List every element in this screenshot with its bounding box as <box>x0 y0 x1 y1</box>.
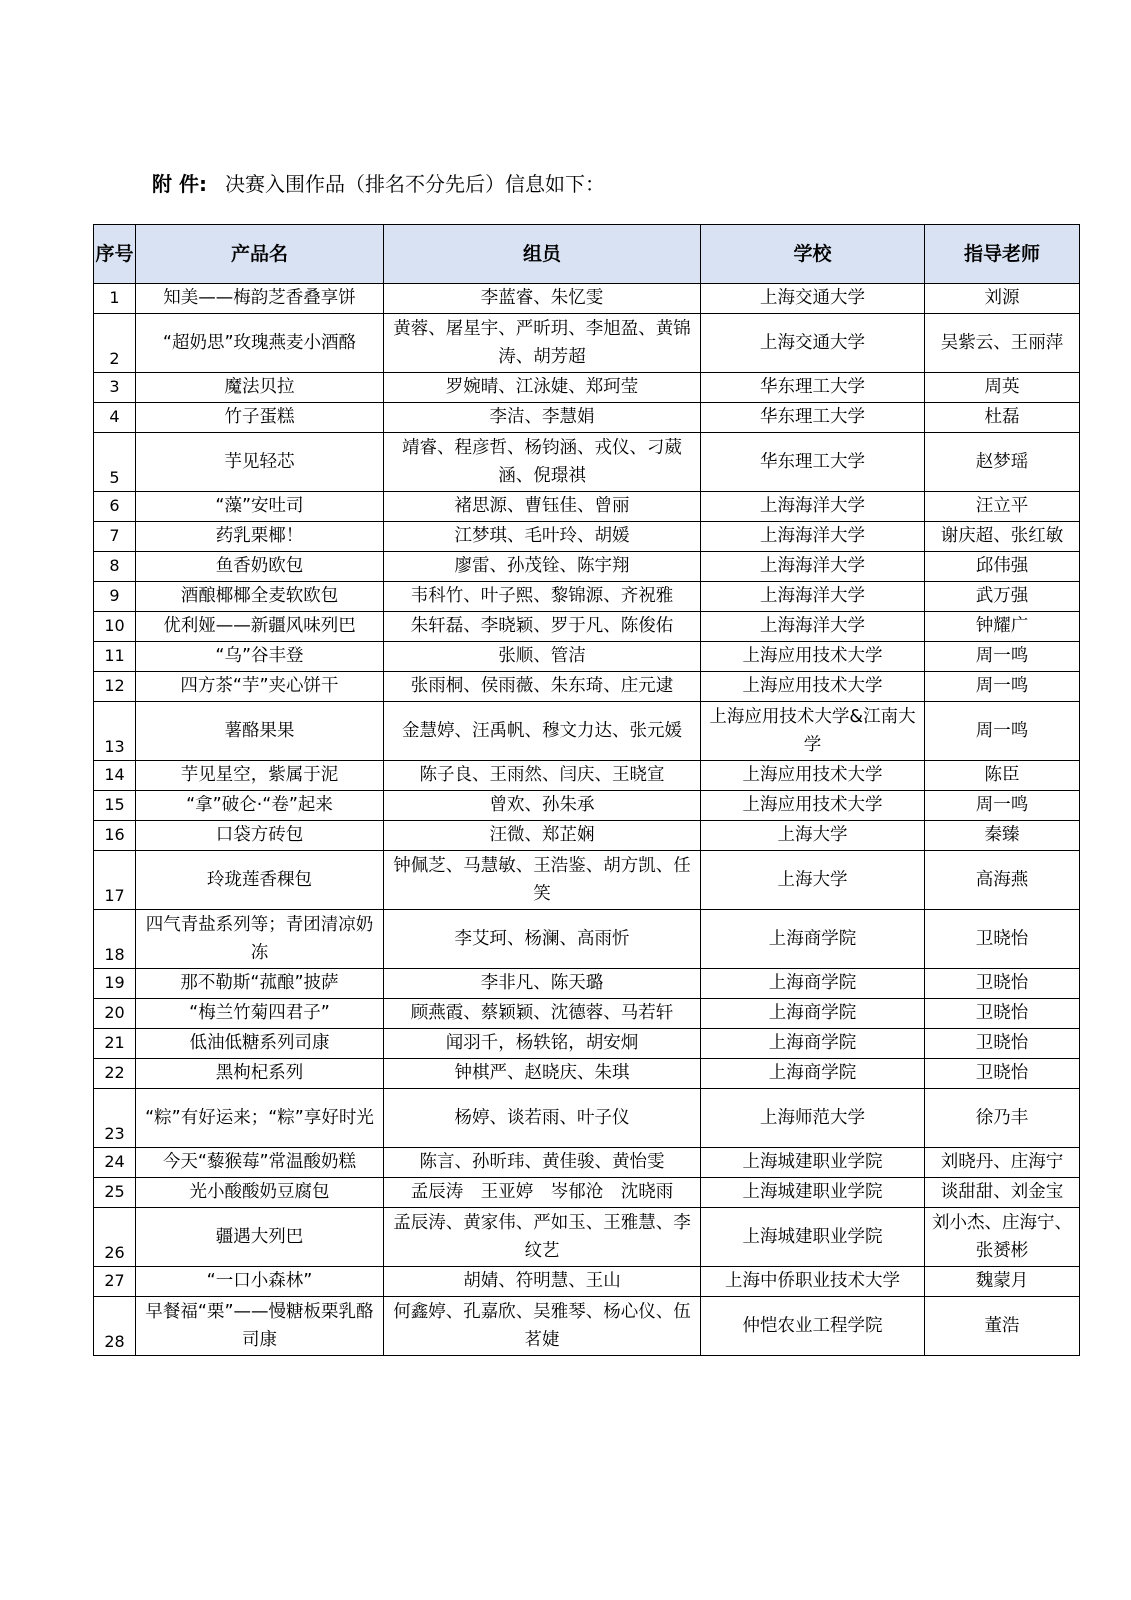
table-row <box>94 851 1080 910</box>
row-members: 黄蓉、屠星宇、严昕玥、李旭盈、黄锦涛、胡芳超 <box>384 314 701 373</box>
row-product: 疆遇大列巴 <box>136 1208 384 1267</box>
row-advisor: 卫晓怡 <box>925 910 1080 969</box>
row-advisor: 周英 <box>925 373 1080 403</box>
column-header-advisor: 指导老师 <box>925 225 1080 284</box>
row-school: 上海交通大学 <box>701 314 925 373</box>
finalist-table <box>93 224 1080 1356</box>
row-school: 上海应用技术大学 <box>701 672 925 702</box>
row-product: “一口小森林” <box>136 1267 384 1297</box>
row-product: 四气青盐系列等；青团清凉奶冻 <box>136 910 384 969</box>
row-school: 华东理工大学 <box>701 373 925 403</box>
table-body <box>94 284 1080 1356</box>
row-product: “乌”谷丰登 <box>136 642 384 672</box>
table-row <box>94 1089 1080 1148</box>
row-product: 药乳栗椰！ <box>136 522 384 552</box>
row-members: 曾欢、孙朱承 <box>384 791 701 821</box>
row-advisor: 周一鸣 <box>925 702 1080 761</box>
row-product: 芋见轻芯 <box>136 433 384 492</box>
row-school: 仲恺农业工程学院 <box>701 1297 925 1356</box>
row-school: 上海中侨职业技术大学 <box>701 1267 925 1297</box>
row-members: 汪微、郑芷娴 <box>384 821 701 851</box>
row-members: 李蓝睿、朱忆雯 <box>384 284 701 314</box>
row-product: 优利娅——新疆风味列巴 <box>136 612 384 642</box>
row-advisor: 刘小杰、庄海宁、张赟彬 <box>925 1208 1080 1267</box>
table-row <box>94 791 1080 821</box>
row-number: 11 <box>94 642 136 672</box>
row-number: 15 <box>94 791 136 821</box>
table-row <box>94 612 1080 642</box>
table-row <box>94 433 1080 492</box>
row-number: 12 <box>94 672 136 702</box>
table-header-row <box>94 225 1080 284</box>
table-row <box>94 314 1080 373</box>
row-product: 酒酿椰椰全麦软欧包 <box>136 582 384 612</box>
row-advisor: 赵梦瑶 <box>925 433 1080 492</box>
row-number: 1 <box>94 284 136 314</box>
table-row <box>94 642 1080 672</box>
row-advisor: 吴紫云、王丽萍 <box>925 314 1080 373</box>
row-advisor: 卫晓怡 <box>925 999 1080 1029</box>
table-row <box>94 1208 1080 1267</box>
row-number: 4 <box>94 403 136 433</box>
row-product: 黑枸杞系列 <box>136 1059 384 1089</box>
row-school: 华东理工大学 <box>701 433 925 492</box>
row-advisor: 周一鸣 <box>925 791 1080 821</box>
page-heading <box>152 168 605 197</box>
attachment-label: 附 件: <box>152 172 207 196</box>
row-number: 7 <box>94 522 136 552</box>
row-members: 廖雷、孙茂铨、陈宇翔 <box>384 552 701 582</box>
row-members: 韦科竹、叶子熙、黎锦源、齐祝雅 <box>384 582 701 612</box>
row-school: 上海大学 <box>701 821 925 851</box>
table-row <box>94 1297 1080 1356</box>
row-number: 23 <box>94 1089 136 1148</box>
row-school: 上海应用技术大学 <box>701 642 925 672</box>
row-number: 21 <box>94 1029 136 1059</box>
table-row <box>94 910 1080 969</box>
table-row <box>94 492 1080 522</box>
row-advisor: 邱伟强 <box>925 552 1080 582</box>
row-school: 上海海洋大学 <box>701 552 925 582</box>
column-header-product: 产品名 <box>136 225 384 284</box>
row-number: 16 <box>94 821 136 851</box>
row-product: 薯酪果果 <box>136 702 384 761</box>
table-row <box>94 999 1080 1029</box>
row-product: 光小酸酸奶豆腐包 <box>136 1178 384 1208</box>
row-members: 钟佩芝、马慧敏、王浩鉴、胡方凯、任笑 <box>384 851 701 910</box>
row-number: 19 <box>94 969 136 999</box>
row-advisor: 谢庆超、张红敏 <box>925 522 1080 552</box>
row-members: 杨婷、谈若雨、叶子仪 <box>384 1089 701 1148</box>
row-product: “拿”破仑·“卷”起来 <box>136 791 384 821</box>
row-school: 上海海洋大学 <box>701 582 925 612</box>
row-members: 闻羽千，杨轶铭，胡安炯 <box>384 1029 701 1059</box>
row-number: 20 <box>94 999 136 1029</box>
row-advisor: 卫晓怡 <box>925 1059 1080 1089</box>
row-product: “藻”安吐司 <box>136 492 384 522</box>
row-members: 张雨桐、侯雨薇、朱东琦、庄元逮 <box>384 672 701 702</box>
row-school: 上海商学院 <box>701 969 925 999</box>
row-product: 芋见星空，紫属于泥 <box>136 761 384 791</box>
row-number: 6 <box>94 492 136 522</box>
row-advisor: 周一鸣 <box>925 642 1080 672</box>
row-members: 李艾珂、杨澜、高雨忻 <box>384 910 701 969</box>
row-number: 13 <box>94 702 136 761</box>
row-members: 金慧婷、汪禹帆、穆文力达、张元媛 <box>384 702 701 761</box>
row-product: 那不勒斯“菰酿”披萨 <box>136 969 384 999</box>
row-number: 18 <box>94 910 136 969</box>
row-number: 28 <box>94 1297 136 1356</box>
row-product: 魔法贝拉 <box>136 373 384 403</box>
row-members: 陈子良、王雨然、闫庆、王晓宣 <box>384 761 701 791</box>
row-school: 上海海洋大学 <box>701 522 925 552</box>
row-members: 靖睿、程彦哲、杨钧涵、戎仪、刁葳涵、倪璟祺 <box>384 433 701 492</box>
row-advisor: 徐乃丰 <box>925 1089 1080 1148</box>
row-advisor: 陈臣 <box>925 761 1080 791</box>
row-school: 上海应用技术大学 <box>701 761 925 791</box>
row-number: 3 <box>94 373 136 403</box>
table-row <box>94 1029 1080 1059</box>
row-school: 上海海洋大学 <box>701 492 925 522</box>
row-advisor: 高海燕 <box>925 851 1080 910</box>
table-row <box>94 1148 1080 1178</box>
table-row <box>94 522 1080 552</box>
row-number: 14 <box>94 761 136 791</box>
row-members: 何鑫婷、孔嘉欣、吴雅琴、杨心仪、伍茗婕 <box>384 1297 701 1356</box>
row-school: 上海城建职业学院 <box>701 1148 925 1178</box>
row-school: 上海商学院 <box>701 1029 925 1059</box>
row-product: 口袋方砖包 <box>136 821 384 851</box>
row-number: 25 <box>94 1178 136 1208</box>
row-advisor: 钟耀广 <box>925 612 1080 642</box>
table-row <box>94 672 1080 702</box>
table-row <box>94 373 1080 403</box>
row-advisor: 杜磊 <box>925 403 1080 433</box>
row-advisor: 刘源 <box>925 284 1080 314</box>
table-row <box>94 284 1080 314</box>
table-row <box>94 582 1080 612</box>
row-school: 上海应用技术大学&江南大学 <box>701 702 925 761</box>
row-number: 27 <box>94 1267 136 1297</box>
table-row <box>94 969 1080 999</box>
row-members: 江梦琪、毛叶玲、胡媛 <box>384 522 701 552</box>
row-number: 22 <box>94 1059 136 1089</box>
row-members: 胡婧、符明慧、王山 <box>384 1267 701 1297</box>
table-row <box>94 403 1080 433</box>
row-product: 早餐福“栗”——慢糖板栗乳酪司康 <box>136 1297 384 1356</box>
row-product: “梅兰竹菊四君子” <box>136 999 384 1029</box>
row-advisor: 卫晓怡 <box>925 969 1080 999</box>
row-school: 上海海洋大学 <box>701 612 925 642</box>
row-number: 24 <box>94 1148 136 1178</box>
row-members: 陈言、孙昕玮、黄佳骏、黄怡雯 <box>384 1148 701 1178</box>
row-advisor: 卫晓怡 <box>925 1029 1080 1059</box>
table-row <box>94 552 1080 582</box>
row-school: 华东理工大学 <box>701 403 925 433</box>
row-advisor: 刘晓丹、庄海宁 <box>925 1148 1080 1178</box>
row-advisor: 谈甜甜、刘金宝 <box>925 1178 1080 1208</box>
row-advisor: 武万强 <box>925 582 1080 612</box>
row-members: 钟棋严、赵晓庆、朱琪 <box>384 1059 701 1089</box>
row-school: 上海商学院 <box>701 999 925 1029</box>
row-advisor: 董浩 <box>925 1297 1080 1356</box>
row-school: 上海商学院 <box>701 1059 925 1089</box>
table-row <box>94 761 1080 791</box>
row-number: 2 <box>94 314 136 373</box>
row-advisor: 汪立平 <box>925 492 1080 522</box>
row-school: 上海大学 <box>701 851 925 910</box>
row-advisor: 魏蒙月 <box>925 1267 1080 1297</box>
row-product: 玲珑莲香稞包 <box>136 851 384 910</box>
row-school: 上海商学院 <box>701 910 925 969</box>
row-number: 26 <box>94 1208 136 1267</box>
row-number: 17 <box>94 851 136 910</box>
row-school: 上海应用技术大学 <box>701 791 925 821</box>
row-members: 顾燕霞、蔡颖颖、沈德蓉、马若轩 <box>384 999 701 1029</box>
table-row <box>94 702 1080 761</box>
column-header-members: 组员 <box>384 225 701 284</box>
table-row <box>94 1178 1080 1208</box>
row-members: 褚思源、曹钰佳、曾丽 <box>384 492 701 522</box>
row-product: 低油低糖系列司康 <box>136 1029 384 1059</box>
row-school: 上海城建职业学院 <box>701 1208 925 1267</box>
row-number: 8 <box>94 552 136 582</box>
row-school: 上海师范大学 <box>701 1089 925 1148</box>
row-product: 鱼香奶欧包 <box>136 552 384 582</box>
row-members: 朱轩磊、李晓颖、罗于凡、陈俊佑 <box>384 612 701 642</box>
row-product: 知美——梅韵芝香叠享饼 <box>136 284 384 314</box>
row-school: 上海城建职业学院 <box>701 1178 925 1208</box>
column-header-school: 学校 <box>701 225 925 284</box>
row-number: 10 <box>94 612 136 642</box>
table-row <box>94 821 1080 851</box>
row-number: 9 <box>94 582 136 612</box>
row-school: 上海交通大学 <box>701 284 925 314</box>
row-product: 竹子蛋糕 <box>136 403 384 433</box>
row-members: 孟辰涛、黄家伟、严如玉、王雅慧、李纹艺 <box>384 1208 701 1267</box>
row-product: “粽”有好运来；“粽”享好时光 <box>136 1089 384 1148</box>
row-members: 李非凡、陈天璐 <box>384 969 701 999</box>
row-members: 孟辰涛 王亚婷 岑郁沧 沈晓雨 <box>384 1178 701 1208</box>
row-members: 罗婉晴、江泳婕、郑珂莹 <box>384 373 701 403</box>
row-advisor: 周一鸣 <box>925 672 1080 702</box>
row-members: 张顺、管洁 <box>384 642 701 672</box>
table-row <box>94 1267 1080 1297</box>
row-product: 四方茶“芋”夹心饼干 <box>136 672 384 702</box>
row-advisor: 秦臻 <box>925 821 1080 851</box>
row-product: 今天“藜猴莓”常温酸奶糕 <box>136 1148 384 1178</box>
row-number: 5 <box>94 433 136 492</box>
attachment-title: 决赛入围作品（排名不分先后）信息如下： <box>224 172 605 196</box>
row-product: “超奶思”玫瑰燕麦小酒酪 <box>136 314 384 373</box>
column-header-number: 序号 <box>94 225 136 284</box>
row-members: 李洁、李慧娟 <box>384 403 701 433</box>
table-row <box>94 1059 1080 1089</box>
